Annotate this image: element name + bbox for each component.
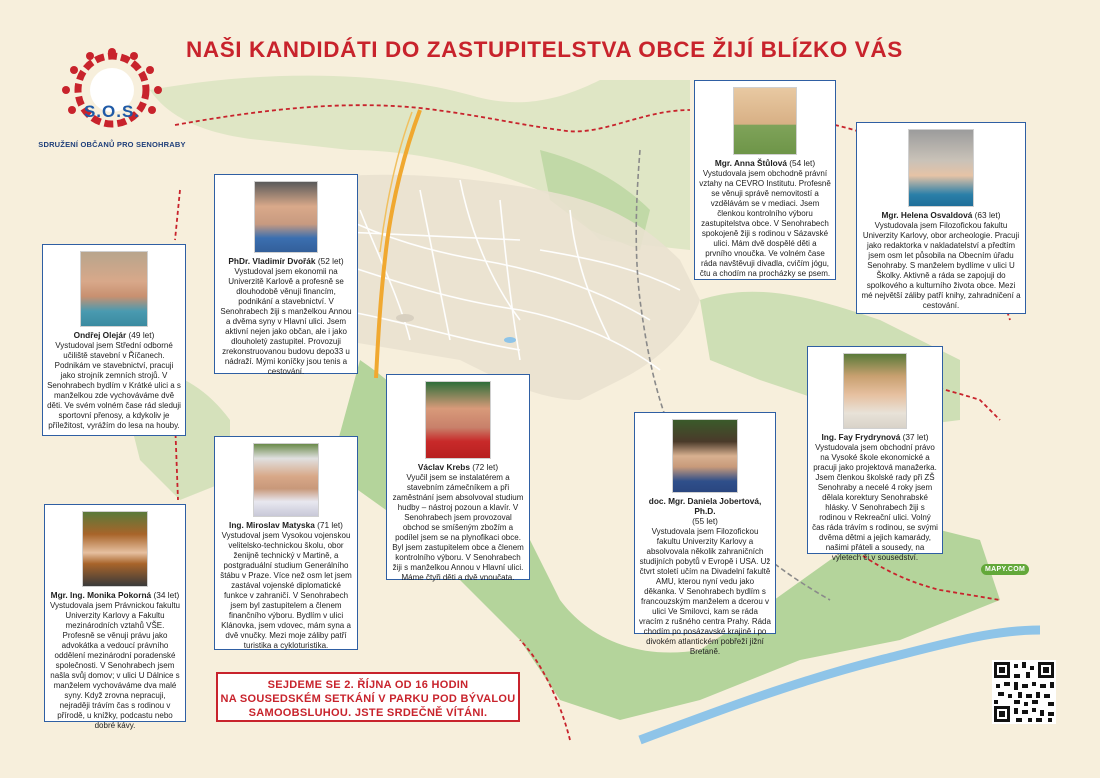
candidate-photo (672, 419, 738, 493)
candidate-photo (82, 511, 148, 587)
invite-line: SAMOOBSLUHOU. JSTE SRDEČNĚ VÍTÁNI. (248, 707, 488, 719)
candidate-card (694, 80, 836, 280)
logo-abbreviation: S.O.S. (83, 102, 141, 121)
candidate-name: Mgr. Anna Štůlová (54 let) (714, 158, 816, 168)
logo-emblem (52, 42, 172, 142)
candidate-bio: Vystudovala jsem Filozofickou fakultu Univerzity Karlovy, obor archeologie. Pracuji jako redaktorka v nakladatelství a předtím jsem osm let působila na Obecním úřadu Senohraby. S manželem bydlíme v ulici U Školky. Aktivně a ráda se zapojuji do spolkového a kulturního života obce. Mezi mé největší záliby patří knihy, zahradničení a cestování. (861, 221, 1021, 310)
candidate-photo (254, 181, 318, 253)
candidate-name: PhDr. Vladimír Dvořák (52 let) (228, 256, 344, 266)
candidate-bio: Vystudovala jsem obchodně právní vztahy na CEVRO Institutu. Profesně se věnuji správě nemovitostí a vzdělávám se v mediaci. Jsem členkou kontrolního výboru zastupitelstva obce. V Senohrabech spokojeně žiji s rodinou v Sázavské ulici. Mám dvě dospělé děti a prvního vnoučka. Ve volném čase ráda navštěvuji divadla, cvičím jógu, čtu a chodím na procházky se psem. (699, 169, 831, 278)
candidate-bio: Vystudoval jsem Vysokou vojenskou velitelsko-technickou školu, obor ženijně technický v Martině, a postgraduální studium Generálního štábu v Praze. Více než osm let jsem zastával vojenské diplomatické funkce v zahraničí. V Senohrabech jsem byl zastupitelem a členem finančního výboru. Bydlím v ulici Klánovka, jsem vdovec, mám syna a dvě vnučky. Mezi moje záliby patří turistika a cykloturistika. (220, 531, 352, 650)
candidate-photo (908, 129, 974, 207)
candidate-photo (733, 87, 797, 155)
event-invitation (216, 672, 520, 722)
candidate-photo (843, 353, 907, 429)
candidate-photo (80, 251, 148, 327)
candidate-name: Mgr. Ing. Monika Pokorná (34 let) (50, 590, 180, 600)
candidate-bio: Vystudoval jsem Střední odborné učiliště stavební v Říčanech. Podnikám ve stavebnictví, pracuji jako strojník zemních strojů. V Senohrabech bydlím v Krátké ulici a s manželkou zde vychováváme dvě děti. Ve svém volném čase rád sleduji sportovní přenosy, a kdykoliv je příležitost, vyrážím do lesa na houby. (47, 341, 181, 430)
candidate-bio: Vystudovala jsem Filozofickou fakultu Univerzity Karlovy a absolvovala několik zahraničních studijních pobytů v Evropě i USA. Už čtvrt století učím na Divadelní fakultě AMU, kterou nyní vedu jako děkanka. V Senohrabech bydlím s francouzským manželem a dcerou v ulici Ve Smilovci, kam se ráda vracím z rušného centra Prahy. Ráda chodím po posázavské krajině i po divokém atlantickém pobřeží jižní Bretaně. (639, 527, 771, 656)
candidate-card (634, 412, 776, 656)
qr-code-icon (992, 660, 1056, 724)
candidate-name: Ing. Fay Frydrynová (37 let) (821, 432, 929, 442)
candidate-bio: Vystudovala jsem Právnickou fakultu Univerzity Karlovy a Fakultu mezinárodních vztahů VŠE. Profesně se věnuji právu jako advokátka a vedoucí právního oddělení mezinárodní poradenské společnosti. V Senohrabech jsem našla svůj domov; v ulici U Dálnice s manželem vychováváme dva malé syny. Když zrovna nepracuji, nejraději trávím čas s rodinou v přírodě, u knížky, podcastu nebo dobré kávy. (50, 601, 180, 730)
candidate-name: Ondřej Olejár (49 let) (73, 330, 155, 340)
candidate-card (807, 346, 943, 562)
sos-logo (38, 42, 186, 149)
invite-line: SEJDEME SE 2. ŘÍJNA OD 16 HODIN (267, 679, 469, 691)
candidate-card (44, 504, 186, 730)
candidate-card (214, 174, 358, 374)
candidate-name: Ing. Miroslav Matyska (71 let) (229, 520, 343, 530)
candidate-bio: Vyučil jsem se instalatérem a stavebním zámečníkem a při zaměstnání jsem absolvoval studium hudby – nástroj pozoun a klavír. V Senohrabech jsem provozoval obchod se smíšeným zbožím a podílel jsem se na plynofikaci obce. Byl jsem zastupitelem obce a členem kontrolního výboru. V Senohrabech žiji s manželkou Annou v Hlavní ulici. Máme čtyři děti a dvě vnoučata. (392, 473, 524, 582)
candidate-card (214, 436, 358, 650)
candidate-photo (425, 381, 491, 459)
candidate-name: Mgr. Helena Osvaldová (63 let) (881, 210, 1001, 220)
candidate-card (856, 122, 1026, 314)
candidate-bio: Vystudovala jsem obchodní právo na Vysoké škole ekonomické a pracuji jako projektová manažerka. Jsem členkou školské rady při ZŠ Senohraby a necelé 4 roky jsem dělala korektury Senohrabské hlásky. V Senohrabech žiji s rodinou v Rekreační ulici. Volný čas ráda trávím s rodinou, se svými dvěma dětmi a jejich kamarády, našimi přáteli a sousedy, na výletech či v sousedství. (812, 443, 938, 562)
candidate-photo (253, 443, 319, 517)
candidate-name: doc. Mgr. Daniela Jobertová, Ph.D. (55 let) (648, 496, 762, 526)
candidate-card (42, 244, 186, 436)
candidate-name: Václav Krebs (72 let) (417, 462, 499, 472)
invite-line: NA SOUSEDSKÉM SETKÁNÍ V PARKU POD BÝVALOU (220, 693, 516, 705)
logo-tagline: SDRUŽENÍ OBČANŮ PRO SENOHRABY (38, 140, 186, 149)
candidate-card (386, 374, 530, 580)
candidate-bio: Vystudoval jsem ekonomii na Univerzitě Karlově a profesně se dlouhodobě věnuji financím, podnikání a stavebnictví. V Senohrabech žiji s manželkou Annou a dvěma syny v Hlavní ulici. Jsem aktivní nejen jako občan, ale i jako dlouholetý zastupitel. Provozuji zrekonstruovanou budovu depo33 u nádraží. Mými koníčky jsou tenis a cestování. (220, 267, 352, 376)
mapy-brand-badge: MAPY.COM (981, 564, 1029, 575)
page-title: NAŠI KANDIDÁTI DO ZASTUPITELSTVA OBCE ŽIJÍ BLÍZKO VÁS (186, 37, 903, 62)
